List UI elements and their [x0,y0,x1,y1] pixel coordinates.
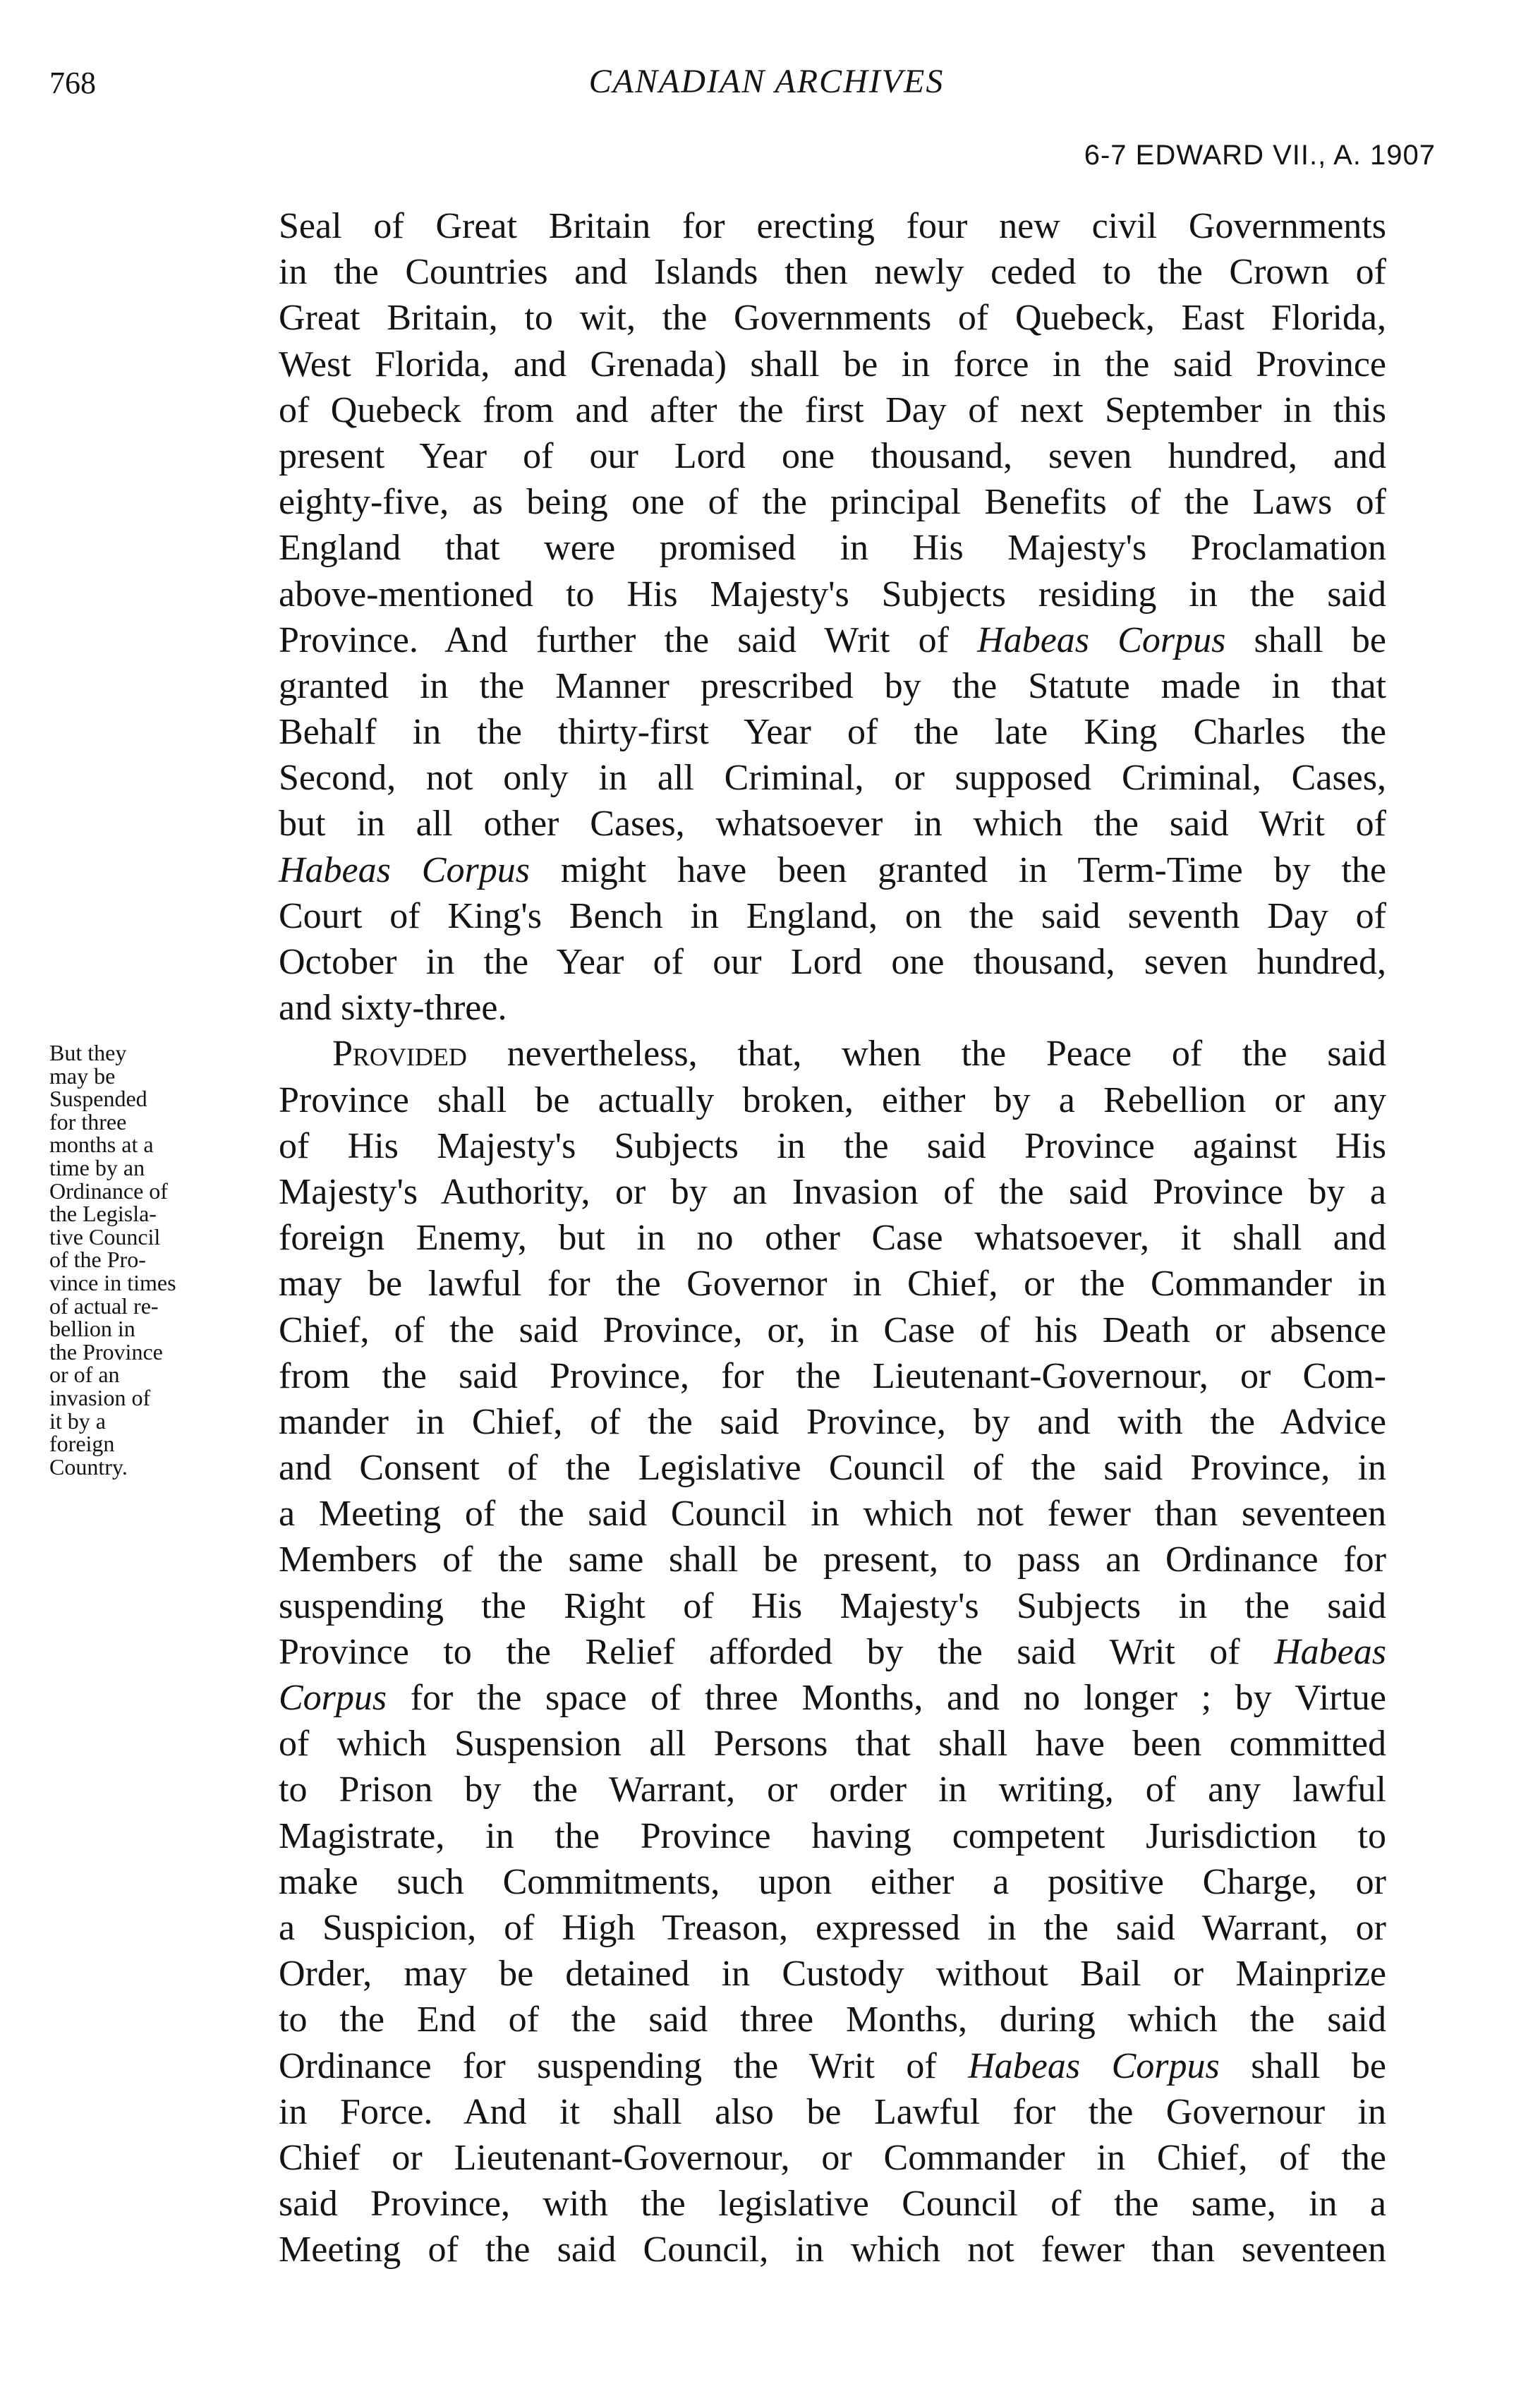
body-text-run: Ordinance for suspending the Writ of [279,2045,969,2086]
body-line [279,847,1386,893]
page-number: 768 [49,66,96,100]
body-text [279,203,1386,2273]
margin-note-line: tive Council [49,1223,161,1250]
body-line: Court of King's Bench in England, on the said seventh Day of [279,895,1386,936]
running-title: CANADIAN ARCHIVES [588,63,945,100]
body-text-run: Province. And further the said Writ of [279,619,978,660]
body-line: and sixty-three. [279,988,507,1029]
margin-note-line: the Legisla- [49,1201,157,1227]
body-line: to the End of the said three Months, during which the said [279,1999,1386,2040]
margin-note-line: bellion in [49,1316,135,1342]
body-line: Meeting of the said Council, in which not fewer than seventeen [279,2229,1386,2270]
italic-term: Corpus [279,1678,387,1718]
body-line [279,1675,1386,1721]
margin-note-line: of actual re- [49,1293,159,1319]
body-line [279,1629,1386,1675]
body-line: Great Britain, to wit, the Governments of Quebeck, East Florida, [279,298,1386,339]
margin-note-line: Suspended [49,1086,147,1112]
body-line: Behalf in the thirty-first Year of the late King Charles the [279,712,1386,753]
body-line [279,1031,1386,1077]
body-line: granted in the Manner prescribed by the Statute made in that [279,665,1386,706]
body-line: said Province, with the legislative Council of the same, in a [279,2184,1386,2225]
body-line: present Year of our Lord one thousand, seven hundred, and [279,435,1386,476]
margin-note-line: of the Pro- [49,1247,146,1273]
margin-note [49,1041,275,1478]
margin-note-line: it by a [49,1408,106,1434]
body-line: and Consent of the Legislative Council of the said Province, in [279,1448,1386,1489]
body-line: foreign Enemy, but in no other Case whatsoever, it shall and [279,1218,1386,1259]
margin-note-line: Country. [49,1453,128,1480]
body-text-run: for the space of three Months, and no longer ; by Virtue [387,1678,1386,1718]
margin-note-line: may be [49,1063,116,1089]
margin-note-line: Ordinance of [49,1178,168,1204]
body-line: make such Commitments, upon either a positive Charge, or [279,1861,1386,1902]
body-line: Members of the same shall be present, to pass an Ordinance for [279,1539,1386,1580]
body-line: but in all other Cases, whatsoever in which the said Writ of [279,804,1386,845]
body-line: from the said Province, for the Lieutenant-Governour, or Com- [279,1355,1386,1396]
margin-note-line: invasion of [49,1384,151,1410]
session-label: 6-7 EDWARD VII., A. 1907 [1084,140,1436,171]
body-text-run: shall be [1225,619,1387,660]
body-line: a Meeting of the said Council in which not fewer than seventeen [279,1494,1386,1535]
body-line: Seal of Great Britain for erecting four new civil Governments [279,206,1386,246]
body-line: may be lawful for the Governor in Chief, or the Commander in [279,1264,1386,1305]
margin-note-line: the Province [49,1338,163,1365]
body-line: Chief, of the said Province, or, in Case of his Death or absence [279,1309,1386,1350]
body-line [279,617,1386,663]
body-line: a Suspicion, of High Treason, expressed in the said Warrant, or [279,1907,1386,1948]
body-line: Second, not only in all Criminal, or supposed Criminal, Cases, [279,758,1386,799]
margin-note-line: for three [49,1108,127,1135]
body-line: Chief or Lieutenant-Governour, or Commander in Chief, of the [279,2137,1386,2178]
small-caps-lead: Provided [332,1034,467,1075]
margin-note-line: months at a [49,1132,154,1158]
italic-term: Habeas Corpus [977,619,1226,660]
margin-note-line: or of an [49,1362,120,1388]
body-line: mander in Chief, of the said Province, by and with the Advice [279,1401,1386,1442]
margin-note-line: time by an [49,1154,145,1180]
margin-note-line: vince in times [49,1269,176,1295]
body-text-run: Province to the Relief afforded by the said Writ of [279,1631,1275,1672]
body-line: October in the Year of our Lord one thousand, seven hundred, [279,942,1386,982]
body-line: Province shall be actually broken, either by a Rebellion or any [279,1079,1386,1120]
body-line: Majesty's Authority, or by an Invasion of the said Province by a [279,1171,1386,1212]
italic-term: Habeas Corpus [968,2045,1220,2086]
italic-term: Habeas [1274,1631,1386,1672]
body-line [279,2043,1386,2089]
body-line: of Quebeck from and after the first Day of next September in this [279,389,1386,430]
body-line: of which Suspension all Persons that shall have been committed [279,1724,1386,1765]
body-line: above-mentioned to His Majesty's Subjects residing in the said [279,574,1386,615]
margin-note-line: But they [49,1040,127,1065]
body-text-run: might have been granted in Term-Time by the [529,849,1386,890]
body-line: eighty-five, as being one of the principal Benefits of the Laws of [279,482,1386,523]
body-line: Magistrate, in the Province having competent Jurisdiction to [279,1815,1386,1856]
body-line: West Florida, and Grenada) shall be in force in the said Province [279,344,1386,385]
body-text-run: shall be [1219,2045,1386,2086]
body-text-run: nevertheless, that, when the Peace of the said [466,1034,1386,1075]
body-line: in Force. And it shall also be Lawful for the Governour in [279,2091,1386,2132]
body-line: suspending the Right of His Majesty's Subjects in the said [279,1585,1386,1626]
body-line: of His Majesty's Subjects in the said Province against His [279,1125,1386,1166]
margin-note-line: foreign [49,1431,115,1457]
body-line: Order, may be detained in Custody without Bail or Mainprize [279,1954,1386,1995]
body-line: England that were promised in His Majesty's Proclamation [279,528,1386,569]
italic-term: Habeas Corpus [279,849,530,890]
body-line: in the Countries and Islands then newly ceded to the Crown of [279,252,1386,293]
body-line: to Prison by the Warrant, or order in writing, of any lawful [279,1769,1386,1810]
